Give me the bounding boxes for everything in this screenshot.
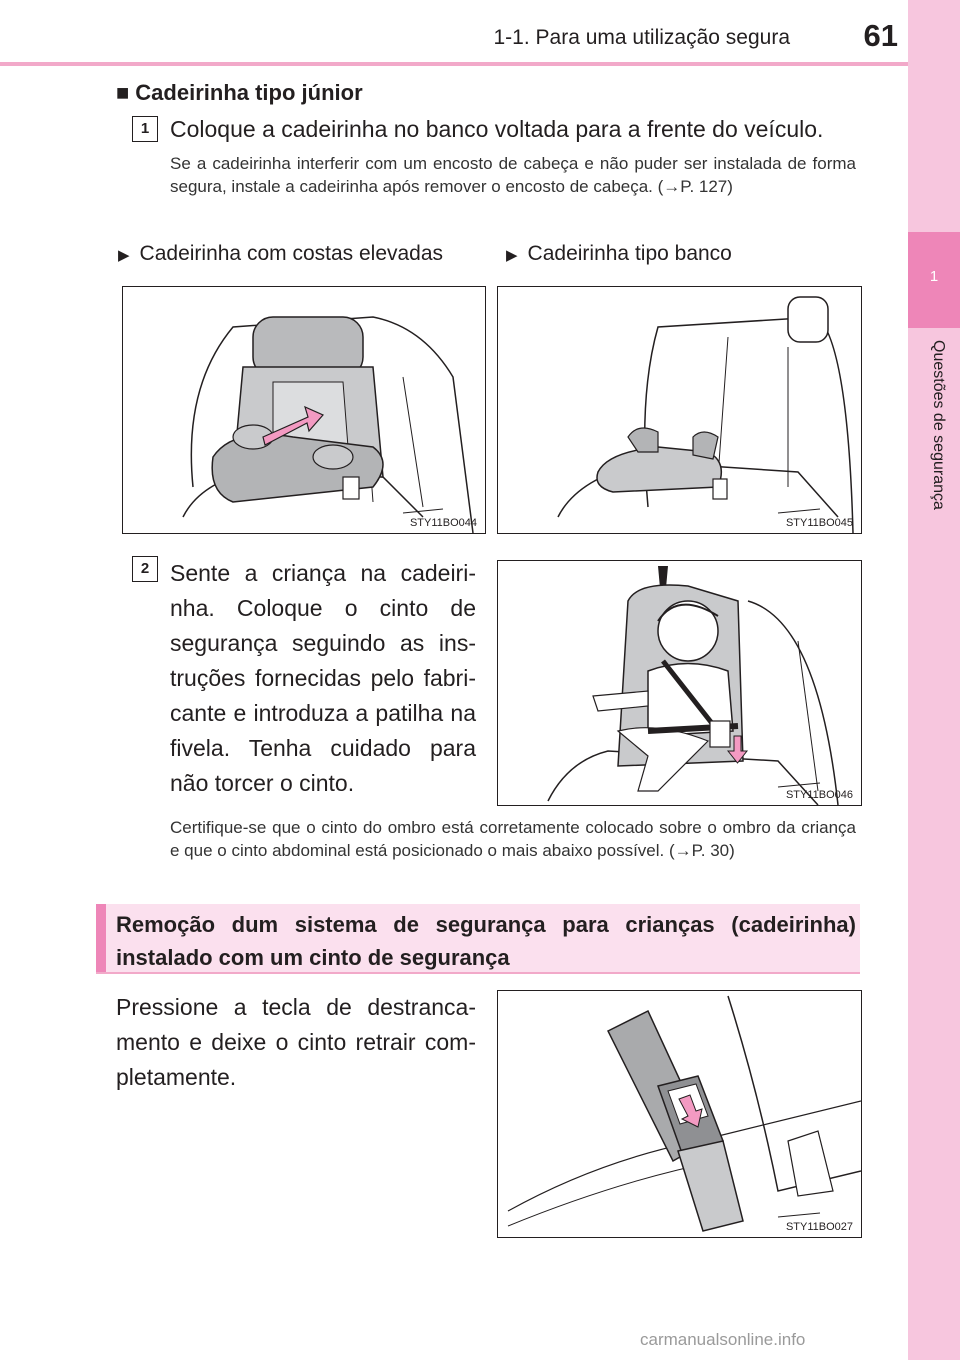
- variant-caption-booster: [506, 242, 732, 266]
- child-seated-drawing: [498, 561, 861, 805]
- removal-text: Pressione a tecla de destranca-mento e deixe o cinto retrair com-pletamente.: [116, 994, 476, 1090]
- step-2-badge: 2: [132, 556, 158, 582]
- page-number: 61: [863, 18, 898, 53]
- illustration-buckle-release: [497, 990, 862, 1238]
- step-2-note: Certifique-se que o cinto do ombro está corretamente colocado sobre o ombro da criança e que o cinto abdominal está posicionado o mais abaixo possível. (→P. 30): [170, 818, 856, 860]
- triangle-right-icon: ▶: [118, 247, 130, 264]
- heading-square-icon: ■: [116, 80, 130, 105]
- variant-label: Cadeirinha tipo banco: [527, 242, 732, 265]
- header-rule: [0, 62, 908, 66]
- side-chapter-number: 1: [929, 268, 939, 285]
- step-1-note: Se a cadeirinha interferir com um encosto de cabeça e não puder ser instalada de forma segura, instale a cadeirinha após remover o encosto de cabeça. (→P. 127): [170, 154, 856, 196]
- illustration-high-back-booster: [122, 286, 486, 534]
- variant-label: Cadeirinha com costas elevadas: [139, 242, 444, 265]
- booster-cushion-drawing: [498, 287, 861, 533]
- high-back-booster-drawing: [123, 287, 485, 533]
- illustration-booster-cushion: [497, 286, 862, 534]
- side-tab: [908, 0, 960, 1360]
- side-chapter-label: Questões de segurança: [930, 340, 947, 510]
- image-code: STY11BO027: [785, 1221, 853, 1233]
- removal-heading: Remoção dum sistema de segurança para crianças (cadeirinha) instalado com um cinto de segurança: [116, 912, 856, 970]
- step-1-text: Coloque a cadeirinha no banco voltada para a frente do veículo.: [170, 116, 824, 142]
- watermark: carmanualsonline.info: [640, 1330, 806, 1349]
- triangle-right-icon: ▶: [506, 247, 518, 264]
- buckle-release-drawing: [498, 991, 861, 1237]
- junior-seat-heading: [116, 80, 363, 106]
- image-code: STY11BO044: [409, 517, 477, 529]
- step-1-badge: 1: [132, 116, 158, 142]
- section-title: 1-1. Para uma utilização segura: [493, 26, 790, 49]
- heading-text: Cadeirinha tipo júnior: [135, 80, 363, 105]
- illustration-child-seated: [497, 560, 862, 806]
- removal-callout-rule: [96, 972, 860, 974]
- variant-caption-high-back: [118, 242, 443, 266]
- image-code: STY11BO046: [785, 789, 853, 801]
- step-2-text: Sente a criança na cadeiri-nha. Coloque o cinto de segurança seguindo as ins-truções fornecidas pelo fabri-cante e introduza a patilha na fivela. Tenha cuidado para não torcer o cinto.: [170, 560, 476, 796]
- image-code: STY11BO045: [785, 517, 853, 529]
